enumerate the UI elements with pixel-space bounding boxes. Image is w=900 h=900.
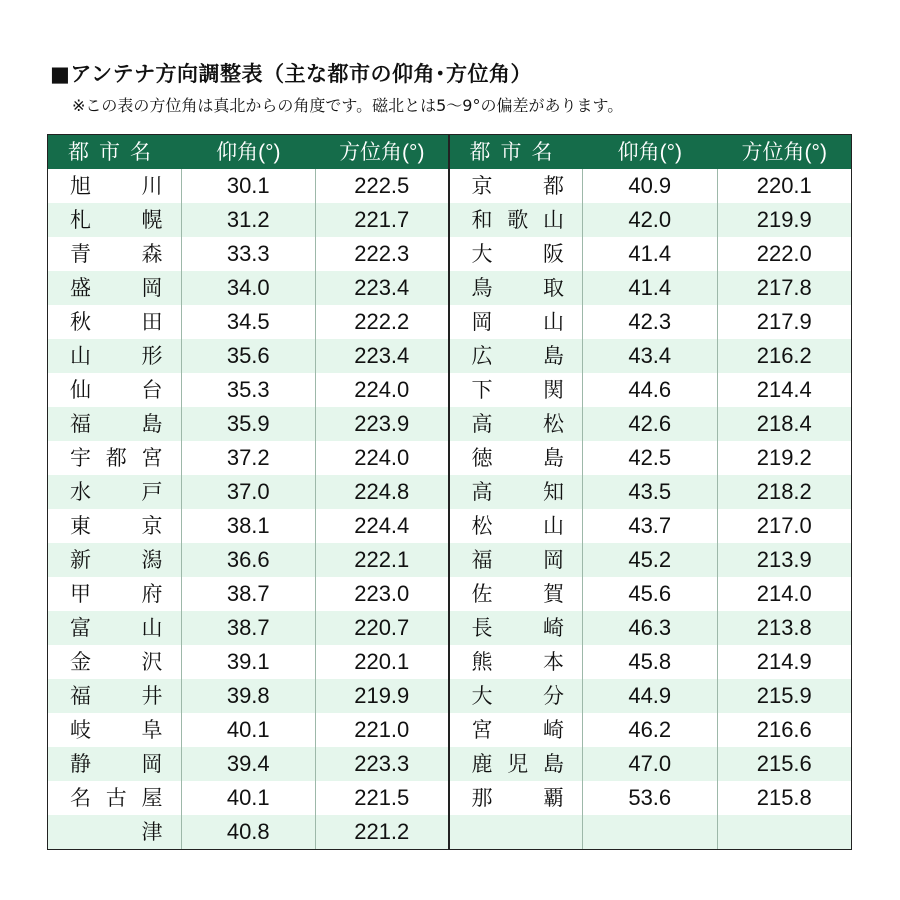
city-name bbox=[48, 615, 181, 640]
azimuth-cell: 214.9 bbox=[756, 649, 812, 674]
city-name-char: 甲 bbox=[70, 581, 91, 606]
city-name-char: 京 bbox=[471, 173, 493, 198]
city-name-char: 覇 bbox=[543, 785, 564, 810]
azimuth-cell: 217.8 bbox=[756, 275, 812, 300]
city-name-char: 阪 bbox=[543, 241, 564, 266]
city-cell bbox=[450, 611, 584, 645]
city-name bbox=[450, 683, 583, 708]
city-cell bbox=[48, 713, 182, 747]
city-name-char: 高 bbox=[471, 411, 493, 436]
city-name-char: 本 bbox=[543, 649, 564, 674]
azimuth-cell: 218.4 bbox=[756, 411, 812, 436]
elevation-cell: 33.3 bbox=[182, 237, 317, 271]
table-row bbox=[48, 543, 851, 577]
elevation-cell: 38.7 bbox=[182, 611, 317, 645]
elevation-cell bbox=[583, 815, 718, 849]
city-name-char: 松 bbox=[543, 411, 564, 436]
city-name-char: 島 bbox=[543, 751, 564, 776]
city-name-char: 新 bbox=[70, 547, 91, 572]
city-cell bbox=[450, 169, 584, 203]
azimuth-cell: 217.0 bbox=[756, 513, 812, 538]
header-elevation-left: 仰角(°) bbox=[216, 140, 281, 164]
city-name-char: 森 bbox=[141, 241, 163, 266]
city-name-char: 東 bbox=[70, 513, 91, 538]
elevation-cell: 35.9 bbox=[182, 407, 317, 441]
city-name-char: 鳥 bbox=[471, 275, 493, 300]
city-cell bbox=[48, 781, 182, 815]
city-name-char: 井 bbox=[141, 683, 163, 708]
city-cell bbox=[450, 441, 584, 475]
elevation-cell: 34.5 bbox=[182, 305, 317, 339]
azimuth-cell: 219.9 bbox=[316, 679, 450, 713]
city-name-char: 都 bbox=[105, 445, 127, 470]
elevation-cell: 35.6 bbox=[182, 339, 317, 373]
azimuth-cell: 223.9 bbox=[316, 407, 450, 441]
city-name-char: 水 bbox=[70, 479, 91, 504]
city-name-char: 山 bbox=[543, 309, 564, 334]
city-name-char: 山 bbox=[141, 615, 163, 640]
city-name bbox=[450, 751, 583, 776]
city-name-char: 札 bbox=[70, 207, 91, 232]
table-row bbox=[48, 169, 851, 203]
city-name bbox=[48, 819, 181, 844]
city-name bbox=[450, 309, 583, 334]
city-name bbox=[450, 275, 583, 300]
azimuth-cell: 213.8 bbox=[756, 615, 812, 640]
city-name-char: 分 bbox=[543, 683, 564, 708]
azimuth-cell bbox=[718, 815, 852, 849]
table-row bbox=[48, 611, 851, 645]
city-name-char: 山 bbox=[70, 343, 91, 368]
azimuth-cell: 215.9 bbox=[756, 683, 812, 708]
header-elevation-right: 仰角(°) bbox=[617, 140, 682, 164]
azimuth-cell: 223.3 bbox=[316, 747, 450, 781]
elevation-cell: 47.0 bbox=[583, 747, 718, 781]
city-name bbox=[48, 411, 181, 436]
city-cell bbox=[48, 815, 182, 849]
city-cell bbox=[48, 407, 182, 441]
elevation-cell: 37.0 bbox=[182, 475, 317, 509]
city-name-char: 岡 bbox=[471, 309, 493, 334]
elevation-cell: 42.0 bbox=[583, 203, 718, 237]
elevation-cell: 42.3 bbox=[583, 305, 718, 339]
city-cell bbox=[48, 679, 182, 713]
city-name-char: 阜 bbox=[141, 717, 163, 742]
city-cell bbox=[450, 339, 584, 373]
elevation-cell: 40.1 bbox=[182, 781, 317, 815]
azimuth-cell: 221.2 bbox=[316, 815, 450, 849]
header-city-right: 都市名 bbox=[469, 140, 563, 164]
elevation-cell: 38.7 bbox=[182, 577, 317, 611]
city-name bbox=[48, 785, 181, 810]
city-name bbox=[48, 241, 181, 266]
page-title: ■アンテナ方向調整表（主な都市の仰角･方位角） bbox=[50, 62, 532, 86]
city-cell bbox=[450, 577, 584, 611]
city-name-char: 児 bbox=[507, 751, 529, 776]
elevation-cell: 35.3 bbox=[182, 373, 317, 407]
elevation-cell: 41.4 bbox=[583, 237, 718, 271]
azimuth-cell: 222.5 bbox=[316, 169, 450, 203]
azimuth-cell: 224.0 bbox=[316, 373, 450, 407]
city-cell bbox=[450, 509, 584, 543]
elevation-cell: 40.1 bbox=[182, 713, 317, 747]
city-cell bbox=[450, 407, 584, 441]
table-row bbox=[48, 475, 851, 509]
city-name bbox=[48, 479, 181, 504]
elevation-cell: 31.2 bbox=[182, 203, 317, 237]
elevation-cell: 44.6 bbox=[583, 373, 718, 407]
azimuth-cell: 222.2 bbox=[316, 305, 450, 339]
elevation-cell: 39.8 bbox=[182, 679, 317, 713]
city-name bbox=[48, 751, 181, 776]
city-name-char: 屋 bbox=[141, 785, 163, 810]
city-name bbox=[450, 377, 583, 402]
elevation-cell: 36.6 bbox=[182, 543, 317, 577]
city-name-char: 賀 bbox=[543, 581, 564, 606]
header-azimuth-left: 方位角(°) bbox=[316, 135, 449, 169]
city-cell bbox=[450, 747, 584, 781]
city-name-char: 都 bbox=[543, 173, 564, 198]
table-body bbox=[48, 169, 851, 849]
city-name-char: 潟 bbox=[141, 547, 163, 572]
city-name-char: 広 bbox=[471, 343, 493, 368]
elevation-cell: 37.2 bbox=[182, 441, 317, 475]
city-cell bbox=[48, 169, 182, 203]
antenna-direction-table bbox=[47, 134, 852, 850]
header-azimuth-right: 方位角(°) bbox=[741, 140, 827, 164]
city-cell bbox=[48, 645, 182, 679]
city-cell bbox=[450, 305, 584, 339]
azimuth-cell: 221.7 bbox=[316, 203, 450, 237]
azimuth-cell: 216.2 bbox=[756, 343, 812, 368]
city-name-char: 宇 bbox=[70, 445, 91, 470]
city-name-char: 静 bbox=[70, 751, 91, 776]
city-cell bbox=[450, 271, 584, 305]
city-name bbox=[450, 581, 583, 606]
city-cell bbox=[450, 645, 584, 679]
city-name-char: 名 bbox=[70, 785, 91, 810]
azimuth-cell: 224.8 bbox=[316, 475, 450, 509]
city-name-char: 沢 bbox=[141, 649, 163, 674]
city-name bbox=[48, 683, 181, 708]
azimuth-cell: 223.4 bbox=[316, 339, 450, 373]
city-name-char: 島 bbox=[543, 343, 564, 368]
elevation-cell: 45.8 bbox=[583, 645, 718, 679]
city-cell bbox=[450, 373, 584, 407]
table-row bbox=[48, 237, 851, 271]
city-name-char: 秋 bbox=[70, 309, 91, 334]
city-name-char: 徳 bbox=[471, 445, 493, 470]
city-cell bbox=[450, 815, 584, 849]
city-name bbox=[48, 377, 181, 402]
city-name-char: 崎 bbox=[543, 615, 564, 640]
city-name-char: 長 bbox=[471, 615, 493, 640]
city-name bbox=[48, 343, 181, 368]
elevation-cell: 46.2 bbox=[583, 713, 718, 747]
city-cell bbox=[48, 611, 182, 645]
table-row bbox=[48, 645, 851, 679]
table-row bbox=[48, 339, 851, 373]
city-name-char: 福 bbox=[70, 683, 91, 708]
azimuth-cell: 217.9 bbox=[756, 309, 812, 334]
city-name-char: 岡 bbox=[141, 275, 163, 300]
table-row bbox=[48, 271, 851, 305]
city-name-char: 知 bbox=[543, 479, 564, 504]
city-name-char: 福 bbox=[70, 411, 91, 436]
city-cell bbox=[450, 203, 584, 237]
city-cell bbox=[450, 781, 584, 815]
city-name bbox=[48, 581, 181, 606]
city-cell bbox=[48, 237, 182, 271]
city-name bbox=[450, 479, 583, 504]
city-name bbox=[450, 513, 583, 538]
azimuth-cell: 222.1 bbox=[316, 543, 450, 577]
city-name-char: 幌 bbox=[141, 207, 163, 232]
azimuth-cell: 219.9 bbox=[756, 207, 812, 232]
azimuth-cell: 223.0 bbox=[316, 577, 450, 611]
city-name-char: 岐 bbox=[70, 717, 91, 742]
city-name bbox=[450, 785, 583, 810]
city-cell bbox=[48, 577, 182, 611]
city-name-char: 島 bbox=[141, 411, 163, 436]
elevation-cell: 42.5 bbox=[583, 441, 718, 475]
city-cell bbox=[48, 543, 182, 577]
table-row bbox=[48, 203, 851, 237]
azimuth-cell: 224.0 bbox=[316, 441, 450, 475]
elevation-cell: 45.6 bbox=[583, 577, 718, 611]
city-name bbox=[450, 241, 583, 266]
azimuth-cell: 219.2 bbox=[756, 445, 812, 470]
city-name-char: 松 bbox=[471, 513, 493, 538]
table-header-row bbox=[48, 135, 851, 169]
table-row bbox=[48, 509, 851, 543]
city-name-char: 青 bbox=[70, 241, 91, 266]
city-name-char: 大 bbox=[471, 683, 493, 708]
header-city-left: 都市名 bbox=[68, 140, 161, 164]
city-name-char: 歌 bbox=[507, 207, 529, 232]
city-name-char: 崎 bbox=[543, 717, 564, 742]
elevation-cell: 39.1 bbox=[182, 645, 317, 679]
city-name bbox=[48, 547, 181, 572]
city-name bbox=[48, 309, 181, 334]
elevation-cell: 45.2 bbox=[583, 543, 718, 577]
city-name-char: 和 bbox=[471, 207, 493, 232]
city-name-char: 宮 bbox=[141, 445, 163, 470]
azimuth-cell: 221.5 bbox=[316, 781, 450, 815]
city-name-char: 山 bbox=[543, 513, 564, 538]
city-name-char: 福 bbox=[471, 547, 493, 572]
elevation-cell: 40.8 bbox=[182, 815, 317, 849]
page-subtitle: ※この表の方位角は真北からの角度です。磁北とは5～9°の偏差があります。 bbox=[72, 96, 624, 115]
azimuth-cell: 222.3 bbox=[316, 237, 450, 271]
city-name-char: 宮 bbox=[471, 717, 493, 742]
azimuth-cell: 220.1 bbox=[756, 173, 812, 198]
elevation-cell: 39.4 bbox=[182, 747, 317, 781]
table-row bbox=[48, 713, 851, 747]
elevation-cell: 46.3 bbox=[583, 611, 718, 645]
city-name-char: 仙 bbox=[70, 377, 91, 402]
city-name-char: 府 bbox=[141, 581, 163, 606]
city-name bbox=[450, 445, 583, 470]
elevation-cell: 34.0 bbox=[182, 271, 317, 305]
city-cell bbox=[450, 475, 584, 509]
city-cell bbox=[48, 747, 182, 781]
city-cell bbox=[450, 679, 584, 713]
city-cell bbox=[48, 441, 182, 475]
city-name bbox=[48, 207, 181, 232]
elevation-cell: 30.1 bbox=[182, 169, 317, 203]
azimuth-cell: 221.0 bbox=[316, 713, 450, 747]
city-name bbox=[48, 173, 181, 198]
city-name-char: 岡 bbox=[543, 547, 564, 572]
city-name-char: 京 bbox=[141, 513, 163, 538]
city-cell bbox=[48, 339, 182, 373]
elevation-cell: 42.6 bbox=[583, 407, 718, 441]
city-name bbox=[450, 717, 583, 742]
city-name bbox=[48, 445, 181, 470]
city-name-char: 田 bbox=[141, 309, 163, 334]
azimuth-cell: 213.9 bbox=[756, 547, 812, 572]
city-name bbox=[48, 717, 181, 742]
city-name bbox=[48, 513, 181, 538]
city-cell bbox=[450, 713, 584, 747]
city-name-char: 津 bbox=[141, 819, 163, 844]
city-name bbox=[450, 547, 583, 572]
city-cell bbox=[450, 237, 584, 271]
elevation-cell: 43.5 bbox=[583, 475, 718, 509]
city-name-char: 大 bbox=[471, 241, 493, 266]
azimuth-cell: 218.2 bbox=[756, 479, 812, 504]
city-name-char: 熊 bbox=[471, 649, 493, 674]
city-name bbox=[450, 173, 583, 198]
azimuth-cell: 216.6 bbox=[756, 717, 812, 742]
city-name bbox=[450, 343, 583, 368]
azimuth-cell: 214.0 bbox=[756, 581, 812, 606]
city-name-char: 盛 bbox=[70, 275, 91, 300]
table-row bbox=[48, 577, 851, 611]
elevation-cell: 40.9 bbox=[583, 169, 718, 203]
city-name-char: 那 bbox=[471, 785, 493, 810]
city-cell bbox=[48, 271, 182, 305]
city-name-char: 旭 bbox=[70, 173, 91, 198]
azimuth-cell: 215.6 bbox=[756, 751, 812, 776]
table-row bbox=[48, 407, 851, 441]
city-name-char: 島 bbox=[543, 445, 564, 470]
table-row bbox=[48, 747, 851, 781]
city-name bbox=[48, 275, 181, 300]
city-name bbox=[450, 615, 583, 640]
city-name-char: 高 bbox=[471, 479, 493, 504]
city-name-char: 山 bbox=[543, 207, 564, 232]
city-name-char: 形 bbox=[141, 343, 163, 368]
elevation-cell: 43.4 bbox=[583, 339, 718, 373]
city-cell bbox=[48, 203, 182, 237]
elevation-cell: 44.9 bbox=[583, 679, 718, 713]
city-name-char: 佐 bbox=[471, 581, 493, 606]
city-name bbox=[450, 411, 583, 436]
city-cell bbox=[48, 373, 182, 407]
table-row bbox=[48, 679, 851, 713]
city-name-char: 鹿 bbox=[471, 751, 493, 776]
azimuth-cell: 215.8 bbox=[756, 785, 812, 810]
table-row bbox=[48, 373, 851, 407]
city-cell bbox=[48, 305, 182, 339]
city-name bbox=[450, 649, 583, 674]
table-row bbox=[48, 305, 851, 339]
city-cell bbox=[48, 475, 182, 509]
table-row bbox=[48, 441, 851, 475]
azimuth-cell: 220.1 bbox=[316, 645, 450, 679]
city-name bbox=[450, 207, 583, 232]
city-name-char: 岡 bbox=[141, 751, 163, 776]
elevation-cell: 41.4 bbox=[583, 271, 718, 305]
azimuth-cell: 224.4 bbox=[316, 509, 450, 543]
city-name-char: 下 bbox=[471, 377, 493, 402]
elevation-cell: 53.6 bbox=[583, 781, 718, 815]
city-name-char: 台 bbox=[141, 377, 163, 402]
elevation-cell: 43.7 bbox=[583, 509, 718, 543]
city-cell bbox=[450, 543, 584, 577]
city-name-char: 富 bbox=[70, 615, 91, 640]
table-row bbox=[48, 781, 851, 815]
city-name-char: 金 bbox=[70, 649, 91, 674]
city-name-char: 関 bbox=[543, 377, 564, 402]
elevation-cell: 38.1 bbox=[182, 509, 317, 543]
azimuth-cell: 222.0 bbox=[756, 241, 812, 266]
azimuth-cell: 223.4 bbox=[316, 271, 450, 305]
city-name-char: 戸 bbox=[141, 479, 163, 504]
table-row bbox=[48, 815, 851, 849]
city-name-char: 川 bbox=[141, 173, 163, 198]
city-name-char: 取 bbox=[543, 275, 564, 300]
city-name bbox=[48, 649, 181, 674]
city-cell bbox=[48, 509, 182, 543]
azimuth-cell: 220.7 bbox=[316, 611, 450, 645]
azimuth-cell: 214.4 bbox=[756, 377, 812, 402]
city-name-char: 古 bbox=[105, 785, 127, 810]
